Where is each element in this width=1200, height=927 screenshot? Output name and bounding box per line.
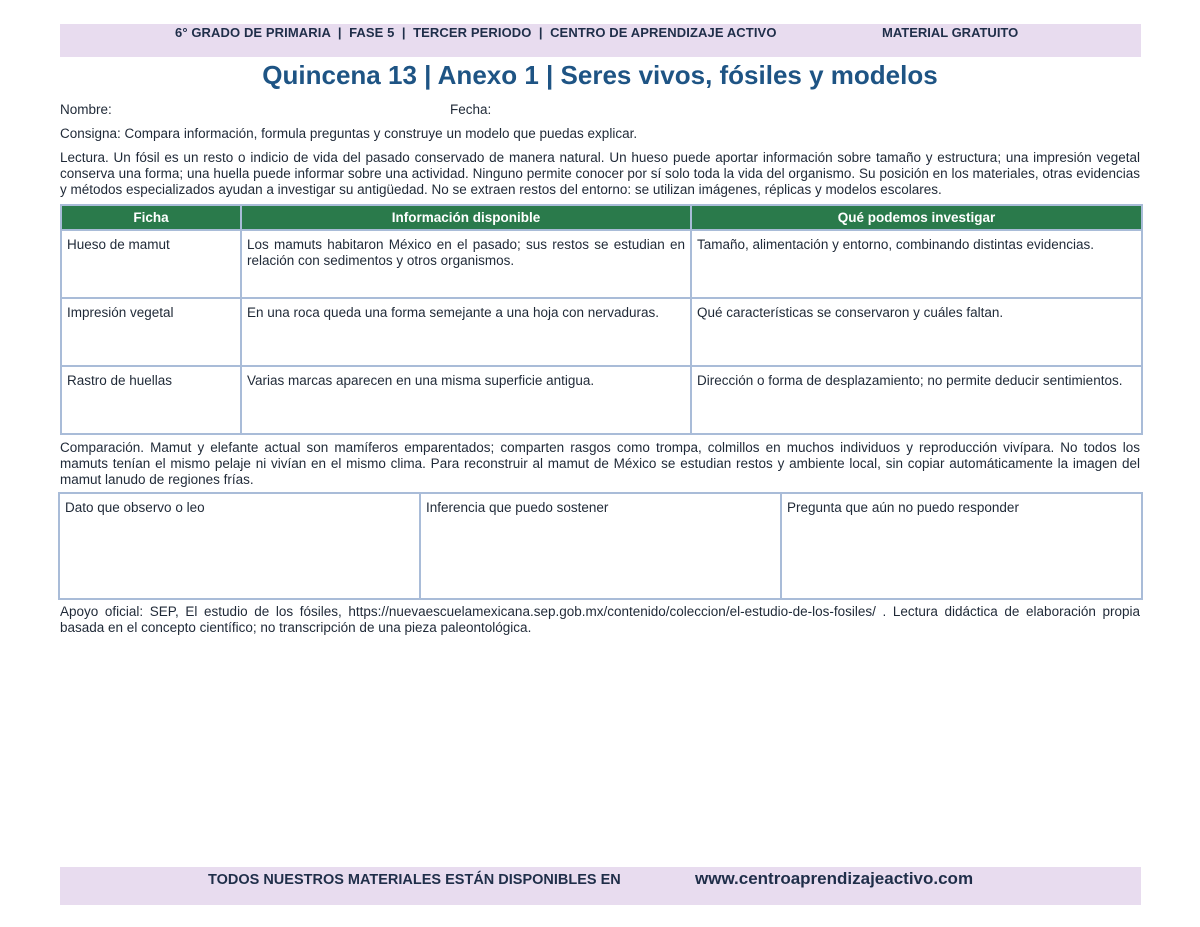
nombre-field-label: Nombre: bbox=[60, 102, 112, 117]
inferencia-cell[interactable]: Inferencia que puedo sostener bbox=[420, 493, 781, 599]
fecha-field-label: Fecha: bbox=[450, 102, 492, 117]
table-cell: Varias marcas aparecen en una misma superficie antigua. bbox=[241, 366, 691, 434]
header-banner bbox=[60, 24, 1141, 57]
respuesta-table bbox=[58, 492, 1143, 600]
table-cell: En una roca queda una forma semejante a una hoja con nervaduras. bbox=[241, 298, 691, 366]
table-row bbox=[61, 298, 1142, 366]
table-cell: Los mamuts habitaron México en el pasado; sus restos se estudian en relación con sedimentos y otros organismos. bbox=[241, 230, 691, 298]
dato-observo-cell[interactable]: Dato que observo o leo bbox=[59, 493, 420, 599]
table-row bbox=[61, 230, 1142, 298]
column-header-investigar: Qué podemos investigar bbox=[691, 205, 1142, 230]
lectura-paragraph: Lectura. Un fósil es un resto o indicio de vida del pasado conservado de manera natural. Un hueso puede aportar información sobre tamaño y estructura; una impresión vegetal conserva una forma; una huella puede informar sobre una actividad. Ninguno permite conocer por sí solo toda la vida del organismo. Su posición en los materiales, otras evidencias y métodos especializados ayudan a investigar su antigüedad. No se extraen restos del entorno: se utilizan imágenes, réplicas y modelos escolares. bbox=[60, 150, 1140, 197]
apoyo-oficial-text: Apoyo oficial: SEP, El estudio de los fósiles, https://nuevaescuelamexicana.sep.gob.mx/contenido/coleccion/el-estudio-de-los-fosiles/ . Lectura didáctica de elaboración propia basada en el concepto científico; no transcripción de una pieza paleontológica. bbox=[60, 604, 1140, 635]
table-cell: Qué características se conservaron y cuáles faltan. bbox=[691, 298, 1142, 366]
footer-website-link[interactable]: www.centroaprendizajeactivo.com bbox=[695, 869, 974, 888]
header-course-info: 6° GRADO DE PRIMARIA | FASE 5 | TERCER PERIODO | CENTRO DE APRENDIZAJE ACTIVO bbox=[175, 25, 777, 40]
table-cell: Impresión vegetal bbox=[61, 298, 241, 366]
column-header-informacion: Información disponible bbox=[241, 205, 691, 230]
table-cell: Dirección o forma de desplazamiento; no permite deducir sentimientos. bbox=[691, 366, 1142, 434]
column-header-ficha: Ficha bbox=[61, 205, 241, 230]
pregunta-cell[interactable]: Pregunta que aún no puedo responder bbox=[781, 493, 1142, 599]
footer-availability-text: TODOS NUESTROS MATERIALES ESTÁN DISPONIBLES EN bbox=[208, 872, 621, 888]
header-free-material: MATERIAL GRATUITO bbox=[882, 25, 1019, 40]
comparacion-paragraph: Comparación. Mamut y elefante actual son mamíferos emparentados; comparten rasgos como trompa, colmillos en muchos individuos y reproducción vivípara. No todos los mamuts tenían el mismo pelaje ni vivían en el mismo clima. Para reconstruir al mamut de México se estudian restos y ambiente local, sin copiar automáticamente la imagen del mamut lanudo de regiones frías. bbox=[60, 440, 1140, 487]
table-row bbox=[59, 493, 1142, 599]
fichas-table bbox=[60, 204, 1143, 435]
table-row bbox=[61, 366, 1142, 434]
fichas-table-header-row bbox=[61, 205, 1142, 230]
table-cell: Rastro de huellas bbox=[61, 366, 241, 434]
table-cell: Hueso de mamut bbox=[61, 230, 241, 298]
page-title: Quincena 13 | Anexo 1 | Seres vivos, fósiles y modelos bbox=[262, 60, 938, 90]
table-cell: Tamaño, alimentación y entorno, combinando distintas evidencias. bbox=[691, 230, 1142, 298]
consigna-text: Consigna: Compara información, formula preguntas y construye un modelo que puedas explicar. bbox=[60, 126, 638, 141]
footer-banner bbox=[60, 867, 1141, 905]
